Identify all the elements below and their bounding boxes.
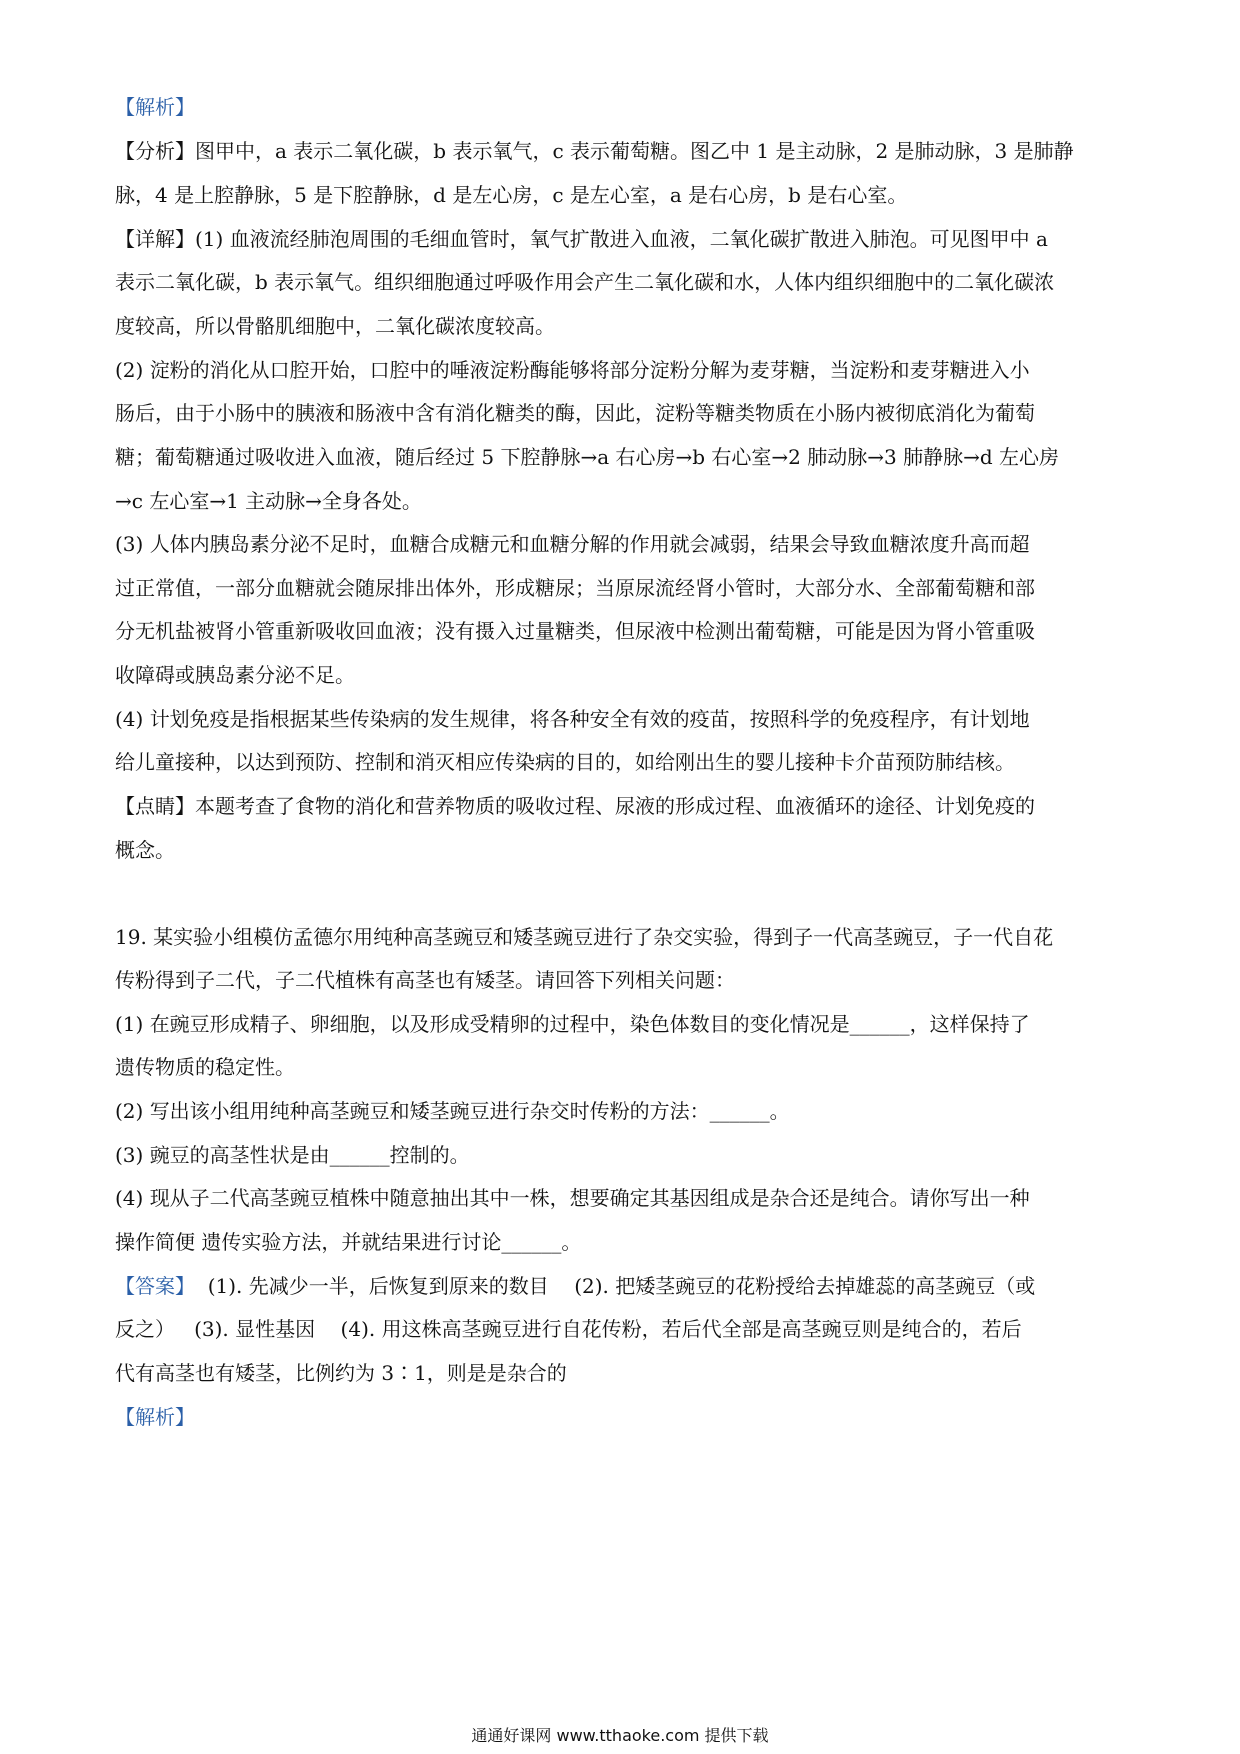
q19-sub1-line-1: (1) 在豌豆形成精子、卵细胞，以及形成受精卵的过程中，染色体数目的变化情况是______，这样保持了 (115, 1012, 1030, 1036)
q19-line-1: 19. 某实验小组模仿孟德尔用纯种高茎豌豆和矮茎豌豆进行了杂交实验，得到子一代高茎豌豆，子一代自花 (115, 925, 1054, 949)
answer-line-1: 【答案】 (1). 先减少一半，后恢复到原来的数目 (2). 把矮茎豌豆的花粉授给去掉雄蕊的高茎豌豆（或 (115, 1274, 1036, 1298)
p2-line-2: 肠后，由于小肠中的胰液和肠液中含有消化糖类的酶，因此，淀粉等糖类物质在小肠内被彻底消化为葡萄 (115, 401, 1035, 425)
q19-sub4-line-1: (4) 现从子二代高茎豌豆植株中随意抽出其中一株，想要确定其基因组成是杂合还是纯合。请你写出一种 (115, 1186, 1030, 1210)
dianjing-line-1: 【点睛】本题考查了食物的消化和营养物质的吸收过程、尿液的形成过程、血液循环的途径、计划免疫的 (115, 794, 1035, 818)
p3-line-1: (3) 人体内胰岛素分泌不足时，血糖合成糖元和血糖分解的作用就会减弱，结果会导致血糖浓度升高而超 (115, 532, 1030, 556)
p2-line-1: (2) 淀粉的消化从口腔开始，口腔中的唾液淀粉酶能够将部分淀粉分解为麦芽糖，当淀粉和麦芽糖进入小 (115, 358, 1030, 382)
answer-line-2: 反之） (3). 显性基因 (4). 用这株高茎豌豆进行自花传粉，若后代全部是高茎豌豆则是纯合的，若后 (115, 1317, 1022, 1341)
dianjing-line-2: 概念。 (115, 838, 175, 862)
fenxi-line-2: 脉，4 是上腔静脉，5 是下腔静脉，d 是左心房，c 是左心室，a 是右心房，b 是右心室。 (115, 183, 908, 207)
q19-line-2: 传粉得到子二代，子二代植株有高茎也有矮茎。请回答下列相关问题： (115, 968, 735, 992)
p1-line-3: 度较高，所以骨骼肌细胞中，二氧化碳浓度较高。 (115, 314, 555, 338)
analysis-heading-2: 【解析】 (115, 1405, 195, 1429)
fenxi-line-1: 【分析】图甲中，a 表示二氧化碳，b 表示氧气，c 表示葡萄糖。图乙中 1 是主动脉，2 是肺动脉，3 是肺静 (115, 139, 1074, 163)
q19-sub1-line-2: 遗传物质的稳定性。 (115, 1055, 295, 1079)
p1-line-2: 表示二氧化碳，b 表示氧气。组织细胞通过呼吸作用会产生二氧化碳和水，人体内组织细胞中的二氧化碳浓 (115, 270, 1055, 294)
xiangjie-line-1: 【详解】(1) 血液流经肺泡周围的毛细血管时，氧气扩散进入血液，二氧化碳扩散进入肺泡。可见图甲中 a (115, 227, 1048, 251)
q19-sub4-line-2: 操作简便 遗传实验方法，并就结果进行讨论______。 (115, 1230, 582, 1254)
p3-line-3: 分无机盐被肾小管重新吸收回血液；没有摄入过量糖类，但尿液中检测出葡萄糖，可能是因为肾小管重吸 (115, 619, 1035, 643)
page-footer: 通通好课网 www.tthaoke.com 提供下载 (471, 1726, 769, 1745)
answer-line-3: 代有高茎也有矮茎，比例约为 3∶1，则是是杂合的 (115, 1361, 567, 1385)
analysis-heading: 【解析】 (115, 95, 195, 119)
p3-line-2: 过正常值，一部分血糖就会随尿排出体外，形成糖尿；当原尿流经肾小管时，大部分水、全部葡萄糖和部 (115, 576, 1035, 600)
q19-sub3: (3) 豌豆的高茎性状是由______控制的。 (115, 1143, 470, 1167)
p2-line-4: →c 左心室→1 主动脉→全身各处。 (115, 489, 422, 513)
q19-sub2: (2) 写出该小组用纯种高茎豌豆和矮茎豌豆进行杂交时传粉的方法：______。 (115, 1099, 790, 1123)
p4-line-2: 给儿童接种，以达到预防、控制和消灭相应传染病的目的，如给刚出生的婴儿接种卡介苗预防肺结核。 (115, 750, 1015, 774)
p2-line-3: 糖；葡萄糖通过吸收进入血液，随后经过 5 下腔静脉→a 右心房→b 右心室→2 肺动脉→3 肺静脉→d 左心房 (115, 445, 1059, 469)
p4-line-1: (4) 计划免疫是指根据某些传染病的发生规律，将各种安全有效的疫苗，按照科学的免疫程序，有计划地 (115, 707, 1030, 731)
p3-line-4: 收障碍或胰岛素分泌不足。 (115, 663, 355, 687)
